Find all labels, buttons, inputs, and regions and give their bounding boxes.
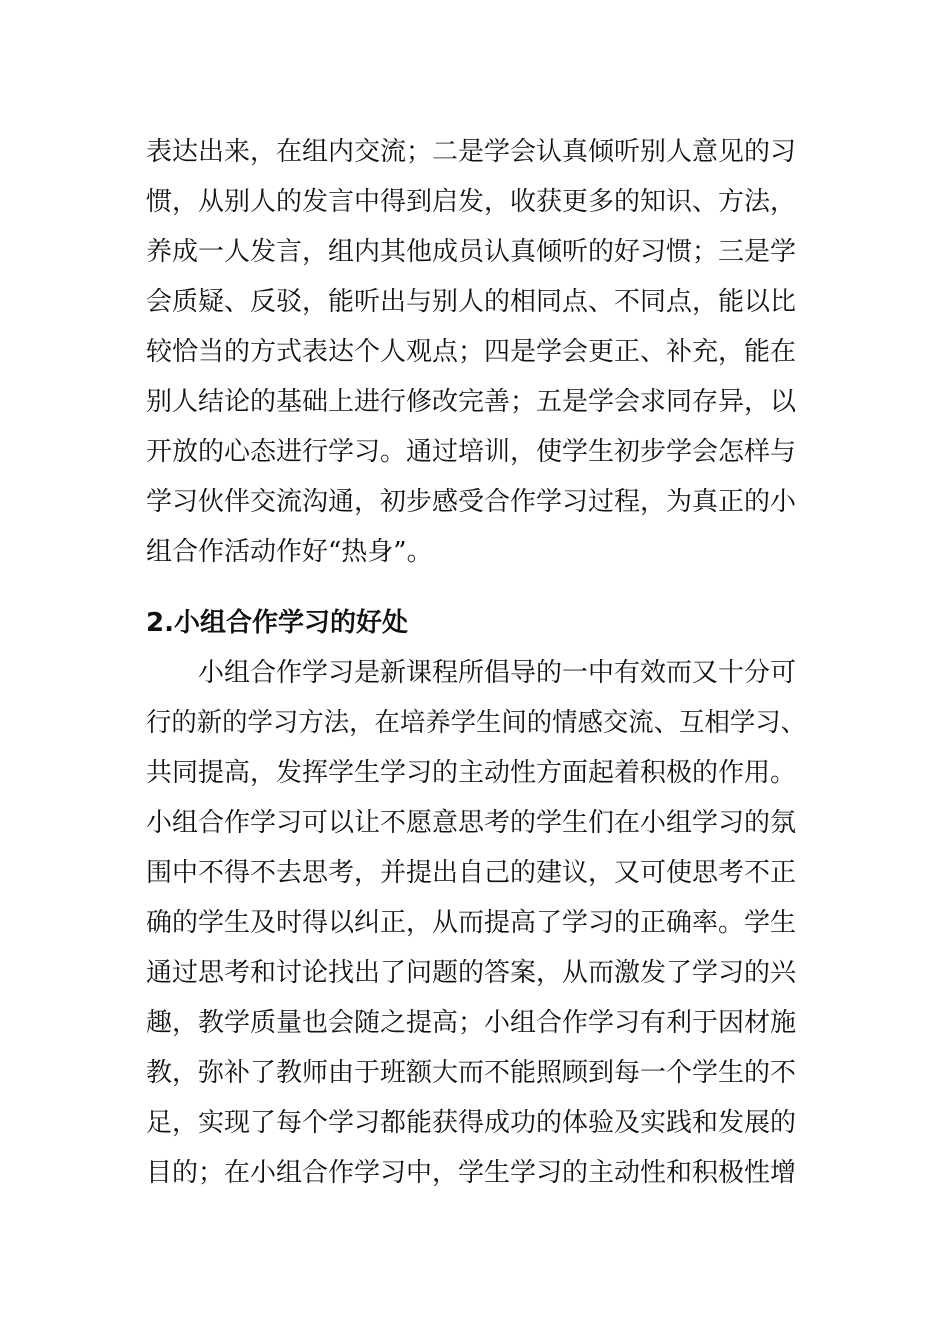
paragraph-line: 表达出来，在组内交流；二是学会认真倾听别人意见的习 (146, 137, 797, 167)
paragraph-line: 确的学生及时得以纠正，从而提高了学习的正确率。学生 (146, 908, 797, 938)
paragraph-line: 教，弥补了教师由于班额大而不能照顾到每一个学生的不 (146, 1058, 797, 1088)
paragraph-line: 组合作活动作好“热身”。 (146, 537, 433, 567)
paragraph-line: 小组合作学习可以让不愿意思考的学生们在小组学习的氛 (146, 808, 797, 838)
paragraph-line: 通过思考和讨论找出了问题的答案，从而激发了学习的兴 (146, 958, 797, 988)
paragraph-line: 较恰当的方式表达个人观点；四是学会更正、补充，能在 (146, 337, 797, 367)
paragraph-line: 足，实现了每个学习都能获得成功的体验及实践和发展的 (146, 1108, 797, 1138)
paragraph-line: 别人结论的基础上进行修改完善；五是学会求同存异，以 (146, 387, 797, 417)
paragraph-line: 围中不得不去思考，并提出自己的建议，又可使思考不正 (146, 858, 797, 888)
paragraph-line: 开放的心态进行学习。通过培训，使学生初步学会怎样与 (146, 437, 797, 467)
paragraph-line: 会质疑、反驳，能听出与别人的相同点、不同点，能以比 (146, 287, 797, 317)
paragraph-line: 行的新的学习方法，在培养学生间的情感交流、互相学习、 (146, 708, 807, 738)
paragraph-line: 学习伙伴交流沟通，初步感受合作学习过程，为真正的小 (146, 487, 797, 517)
paragraph-line: 趣，教学质量也会随之提高；小组合作学习有利于因材施 (146, 1008, 797, 1038)
paragraph-line: 小组合作学习是新课程所倡导的一中有效而又十分可 (198, 658, 797, 688)
paragraph-line: 目的；在小组合作学习中，学生学习的主动性和积极性增 (146, 1158, 797, 1188)
paragraph-line: 养成一人发言，组内其他成员认真倾听的好习惯；三是学 (146, 237, 797, 267)
paragraph-line: 共同提高，发挥学生学习的主动性方面起着积极的作用。 (146, 758, 797, 788)
section-heading: 2.小组合作学习的好处 (146, 608, 408, 638)
paragraph-line: 惯，从别人的发言中得到启发，收获更多的知识、方法， (146, 187, 797, 217)
